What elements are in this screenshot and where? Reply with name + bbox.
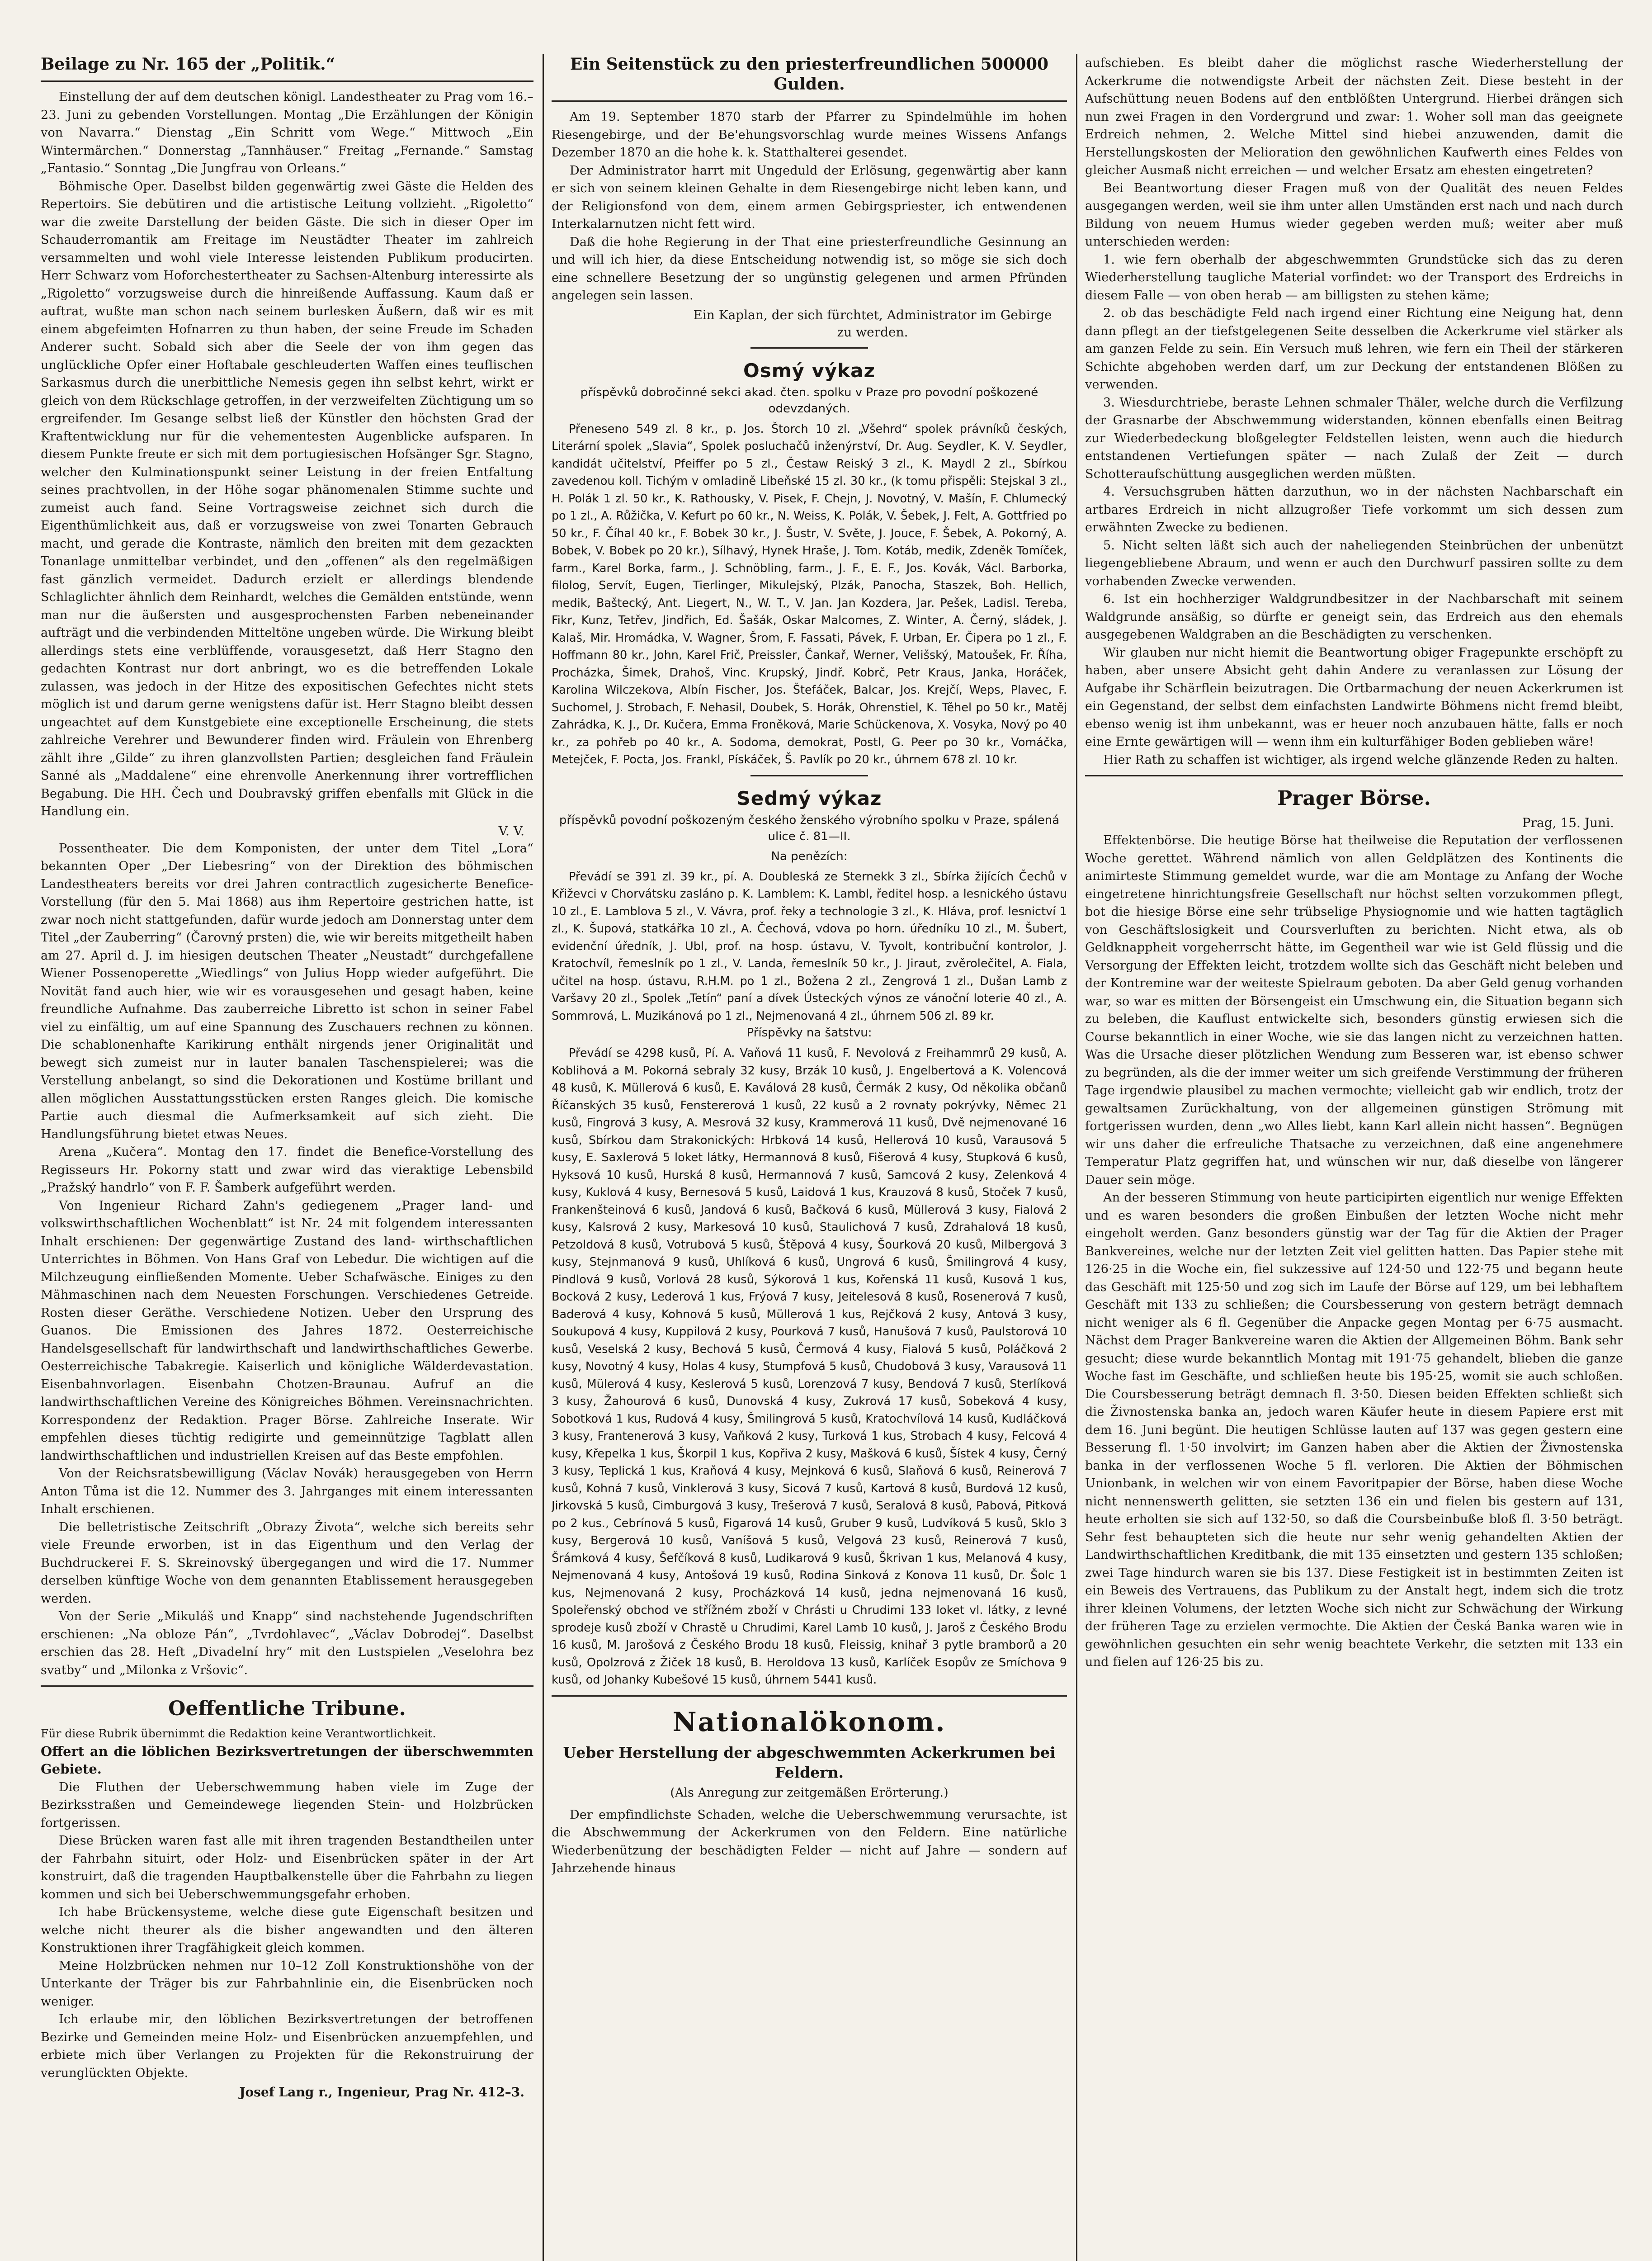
tribune-p3: Ich habe Brückensysteme, welche diese gute Eigenschaft besitzen und welche nicht theurer als die bisher angewandten und den älteren Konstruktionen ihrer Tragfähigkeit gleich kommen. [41,1905,533,1955]
money-heading: Na penězích: [771,849,848,863]
boerse-p2: An der besseren Stimmung von heute participirten eigentlich nur wenige Effekten und es waren besonders die großen Einbußen der letzten Woche nicht mehr eingeholt werden. Ganz besonders günstig war der Tag für die Aktien der Prager Bankvereines, welche nur der letzten Zeit viel gelitten hatten. Das Papier stehe mit 126·25 in die Woche ein, fiel sukzessive auf 124·50 und 122·75 und begann heute das Geschäft mit 125·50 und zog sich im Laufe der Börse auf 129, um bei lebhaftem Geschäft mit 133 zu schließen; die Coursbesserung von gestern beträgt demnach nicht weniger als 6 fl. Gegenüber die Anpacke gegen Montag per 6·75 ausmacht. Nächst dem Prager Bankvereine waren die Aktien der Allgemeinen Böhm. Bank sehr gesucht; diese wurde bekanntlich Montag mit 191·75 gehandelt, blieben die ganze Woche fast im Geschäfte, und schließen heute bis 195·25, womit sie auch schloßen. Die Coursbesserung beträgt demnach fl. 3·50. Diesen beiden Effekten schließt sich die Živnostenska banka an, jedoch waren Käufer heute in diesem Papiere erst mit dem 16. Juni begünt. Die heutigen Schlüsse lauten auf 137 was gegen gestern eine Besserung fl. 1·50 involvirt; im Ganzen haben aber die Aktien der Živnostenska banka in der verflossenen Woche 5 fl. verloren. Die Aktien der Böhmischen Unionbank, in welchen wir von einem Favoritpapier der Börse, haben diese Woche nicht nennenswerth gelitten, sie setzten 136 ein und fielen bis gestern auf 131, heute erholten sie sich auf 132·50, so daß die Coursbeinbuße bloß fl. 3·50 beträgt. Sehr fest behaupteten sich die heute nur sehr wenig gehandelten Aktien der Landwirthschaftlichen Kreditbank, die mit 135 einsetzten und gestern 135 schloßen; zwei Tage hindurch waren sie bis 137. Diese Festigkeit ist in bestimmten Zeiten ist ein Beweis des Vertrauens, das Publikum zu der Anstalt hegt, indem sich die trotz ihrer kleinen Volumens, der letzten Woche sich nicht zur Schwächung der Wirkung der früheren Tage zu erzielen vermochte. Die Aktien der Česká Banka waren wie in gewöhnlichen gesuchten ein sehr wenig beachtete Verkehr, die setzten mit 133 ein und fielen auf 126·25 bis zu. [1085,1191,1623,1669]
masthead-rule [41,80,533,82]
column-divider-1 [543,54,544,2261]
masthead-center: Ein Seitenstück zu den priesterfreundlichen 500000 Gulden. [570,55,1049,94]
section-rule-2 [552,1695,1067,1697]
arena-notice: Arena „Kučera“. Montag den 17. findet die Benefice-Vorstellung des Regisseurs Hr. Pokorny statt und zwar wird das vieraktige Lebensbild „Pražský handrlo“ von F. F. Šamberk aufgeführt werden. [41,1145,533,1195]
divider-2 [750,775,868,776]
tribune-p4: Meine Holzbrücken nehmen nur 10–12 Zoll Konstruktionshöhe von der Unterkante der Träger bis zur Fahrbahnlinie ein, die Eisenbrücken noch weniger. [41,1958,533,2009]
tribune-p5: Ich erlaube mir, den löblichen Bezirksvertretungen der betroffenen Bezirke und Gemeinden meine Holz- und Eisenbrücken anzuempfehlen, und erbiete mich über Verlangen zu Projekten für die Rekonstruirung der verunglückten Objekte. [41,2012,533,2080]
article-point-3: 3. Wiesdurchtriebe, beraste Lehnen schmaler Thäler, welche durch die Verfilzung der Grasnarbe der Abschwemmung widerstanden, können ebenfalls einen Beitrag zur Wiederbedeckung bloßgelegter Feldstellen leisten, wenn auch die hiedurch entstandenen Vertiefungen später — nach Zulaß der Zeit — durch Schotteraufschüttung ausgeglichen werden müßten. [1085,395,1623,481]
column-middle [552,54,1067,2261]
divider [750,347,868,349]
vykaz-8-list: Přeneseno 549 zl. 8 kr., p. Jos. Štorch 10 zl. „Všehrd“ spolek právníků českých, Literární spolek „Slavia“, Spolek posluchačů inženýrství, Dr. Aug. Seydler, K. V. Seydler, kandidát učitelství, Pfeiffer po 5 zl., Čestaw Reiský 3 zl., K. Maydl 2 zl., Sbírkou zavedenou koll. Tichým v omladině Libeňské 15 zl. 30 kr., (k tomu přispěli: Stejskal 3 zl., H. Polák 1 zl. 50 kr., K. Rathousky, V. Pisek, F. Chejn, J. Novotný, V. Mašín, F. Chlumecký po 1 zl., A. Růžička, V. Kefurt po 60 kr., N. Weiss, K. Polák, V. Šebek, J. Felt, A. Gottfried po 50 kr., F. Číhal 40 kr., F. Bobek 30 kr., J. Šustr, V. Světe, J. Jouce, F. Šebek, A. Pokorný, A. Bobek, V. Bobek po 20 kr.), Sílhavý, Hynek Hraše, J. Tom. Kotáb, medik, Zdeněk Tomíček, farm., Karel Borka, farm., J. Schnöbling, farm., J. F., E. F., Jos. Kovák, Václ. Barborka, filolog, Servít, Eugen, Tierlinger, Mikulejský, Plzák, Panocha, Staszek, Boh. Hellich, medik, Baštecký, Ant. Liegert, N., W. T., V. Jan. Jan Kozdera, Jar. Pešek, Ladisl. Tereba, Fikr, Kunz, Tetřev, Jindřich, Ed. Šašák, Oskar Malcomes, Z. Winter, A. Černý, sládek, J. Kalaš, Mir. Hromádka, V. Wagner, Šrom, F. Fassati, Pávek, F. Urban, Er. Čipera po 1 zl., F. Hoffmann 80 kr., John, Karel Frič, Preissler, Čankař, Werner, Velišský, Matoušek, Fr. Říha, Procházka, Šimek, Drahoš, Vinc. Krupský, Jindř. Kobrč, Petr Kraus, Janka, Horáček, Karolina Wilczekova, Albín Fischer, Jos. Štefáček, Balcar, Jos. Krejčí, Weps, Plavec, F. Suchomel, J. Strobach, F. Nehasil, Doubek, S. Horák, Ohrenstiel, K. Těhel po 50 kr., Matěj Zahrádka, K. J., Dr. Kučera, Emma Froněková, Marie Schückenova, X. Vosyka, Nový po 40 kr., za pohřeb po 40 kr., A. Sodoma, demokrat, Postl, G. Peer po 30 kr., Vomáčka, Metejček, F. Pocta, Jos. Frankl, Pískáček, Š. Pavlík po 20 kr., úhrnem 678 zl. 10 kr. [552,422,1067,766]
vykaz-7-subtitle: příspěvků povodní poškozeným českého ženského výrobního spolku v Praze, spálená ulice č. 81—II. [559,813,1060,843]
article-continued-p1: aufschieben. Es bleibt daher die möglichst rasche Wiederherstellung der Ackerkrume die notwendigste Arbeit der nächsten Zeit. Diese besteht in der Aufschüttung neuen Bodens auf den entblößten Untergrund. Hierbei drängen sich nun zwei Fragen in den Vordergrund und zwar: 1. Woher soll man das geeignete Erdreich nehmen, 2. Welche Mittel sind hiebei anzuwenden, damit die Herstellungskosten der Melioration den gewöhnlichen Kaufwerth eines Feldes von gleicher Ausmaß nicht erreichen — und welcher Ersatz am ehesten eingetreten? [1085,56,1623,177]
review-signature: V. V. [498,823,524,838]
tribune-p1: Die Fluthen der Ueberschwemmung haben viele im Zuge der Bezirksstraßen und Gemeindewege liegenden Stein- und Holzbrücken fortgerissen. [41,1780,533,1830]
column-divider-2 [1076,54,1077,2261]
article-point-2: 2. ob das beschädigte Feld nach irgend einer Richtung eine Neigung hat, denn dann pflegt an der tiefstgelegenen Seite desselben die Ackerkrume viel stärker als am ganzen Felde zu sein. Ein Versuch muß lehren, wie fern ein Theil der stärkeren Schichte abgehoben werden darf, um zur Deckung der entstandenen Blößen zu verwenden. [1085,306,1623,392]
article-point-5: 5. Nicht selten läßt sich auch der naheliegenden Steinbrüchen der unbenützt liegengebliebene Abraum, und wenn er auch den Durchwurf passiren sollte zu dem vorhabenden Zwecke verwenden. [1085,538,1623,588]
wochenblatt-notice: Von Ingenieur Richard Zahn's gediegenem „Prager land- und volkswirthschaftlichen Wochenblatt“ ist Nr. 24 mit folgendem interessanten Inhalt erschienen: Der gegenwärtige Zustand des land- wirthschaftlichen Unterrichtes in Böhmen. Von Hans Graf von Lebedur. Die wichtigen auf die Milchzeugung einfließenden Momente. Ueber Schafwäsche. Einiges zu den Mähmaschinen nach dem Neuesten Forschungen. Verschiedenes Getreide. Rosten dieser Geräthe. Verschiedene Notizen. Ueber den Ursprung des Guanos. Die Emissionen des Jahres 1872. Oesterreichische Handelsgesellschaft für landwirthschaft und landwirthschaftliches Gewerbe. Oesterreichische Tabakregie. Kaiserlich und königliche Wälderdevastation. Eisenbahnvorlagen. Eisenbahn Chotzen-Braunau. Aufruf an die landwirthschaftlichen Vereine des Königreiches Böhmen. Vereinsnachrichten. Korrespondenz der Redaktion. Prager Börse. Zahlreiche Inserate. Wir empfehlen dieses tüchtig redigirte und gemeinnützige Tagblatt allen landwirthschaftlichen und industriellen Kreisen auf das Beste empfohlen. [41,1198,533,1463]
masthead-left: Beilage zu Nr. 165 der „Politik.“ [41,55,335,74]
kaplan-p3: Daß die hohe Regierung in der That eine priesterfreundliche Gesinnung an und will ich hier, da diese Entscheidung notwendig ist, so möge sie sich doch eine schnellere Besetzung der so ungünstig gelegenen und armen Pfründen angelegen sein lassen. [552,235,1067,303]
kaplan-p1: Am 19. September 1870 starb der Pfarrer zu Spindelmühle im hohen Riesengebirge, und der Be'ehungsvorschlag wurde meines Wissens Anfangs Dezember 1870 an die hohe k. k. Statthalterei gesendet. [552,110,1067,160]
column-left [41,54,533,2261]
article-p2: Bei Beantwortung dieser Fragen muß von der Qualität des neuen Feldes ausgegangen werden, weil sie ihm unter allen Umständen erst nach und nach durch Bildung von neuem Humus wieder gegeben werden muß; weiter aber muß unterschieden werden: [1085,181,1623,249]
tribune-note: Für diese Rubrik übernimmt die Redaktion keine Verantwortlichkeit. [41,1727,436,1740]
nationaloekonom-title: Nationalökonom. [672,1706,946,1737]
boerse-p1: Effektenbörse. Die heutige Börse hat theilweise die Reputation der verflossenen Woche gerettet. Während nämlich von allen Geldplätzen des Kontinents die animirteste Stimmung gemeldet wurde, war die am Montage zu Anfang der Woche eingetretene hinrichtungsfreie Gesellschaft nur höchst selten vorzukommen pflegt, bot die hiesige Börse eine sehr trübselige Physiognomie und wie hatten tagtäglich von Geschäftslosigkeit und Coursverluften zu berichten. Nicht etwa, als ob Geldknappheit vorgeherrscht hätte, im Gegentheil war wie ist Geld flüssig und die Versorgung der Effekten leicht, trotzdem wollte sich das Geschäft nicht beleben und der Kontremine war der weiteste Spielraum geboten. Da aber Geld genug vorhanden war, so war es mitten der Börsengeist ein Umschwung ein, die Situation begann sich zu beleben, die Kauflust entwickelte sich, besonders günstig erwiesen sich die Course bekanntlich in einer Woche, wie sie das langen nicht zu verzeichnen hatten. Was die Ursache dieser plötzlichen Wendung zum Besseren war, ist ebenso schwer zu begründen, als die der immer weiter um sich greifende Verstimmung der früheren Tage irgendwie plausibel zu machen vermochte; vielleicht gab wir endlich, trotz der gewaltsamen Zurückhaltung, von der allgemeinen günstigen Strömung mit fortgerissen wurden, denn „wo Alles liebt, kann Karl allein nicht hassen“. Begnügen wir uns daher die erfreuliche Thatsache zu verzeichnen, daß eine angenehmere Temperatur Platz gegriffen hat, und wünschen wir nur, daß dieselbe von längerer Dauer sein möge. [1085,833,1623,1187]
vykaz-8-title: Osmý výkaz [743,359,875,382]
masthead-rule-2 [552,100,1067,102]
clothing-list: Převádí se 4298 kusů, Pí. A. Vaňová 11 kusů, F. Nevolová z Freihammrů 29 kusů, A. Koblihová a M. Pokorná sebraly 32 kusy, Brzák 10 kusů, J. Engelbertová a K. Volencová 48 kusů, K. Müllerová 6 kusů, E. Kaválová 28 kusů, Čermák 2 kusy, Od několika občanů Říčanských 35 kusů, Fenstererová 1 kusů, 22 kusů a 2 rovnaty pokrývky, Němec 21 kusů, Fingrová 3 kusy, A. Mesrová 32 kusy, Krammerová 11 kusů, Dvě nejmenované 16 kusů, Sbírkou dam Strakonických: Hrbková 14 kusů, Hellerová 10 kusů, Varausová 5 kusy, E. Saxlerová 5 loket látky, Hermannová 8 kusů, Fišerová 4 kusy, Stupková 6 kusů, Hyksová 10 kusů, Hurská 8 kusů, Hermannová 7 kusů, Samcová 2 kusy, Zelenková 4 kusy, Kuklová 4 kusy, Bernesová 5 kusů, Laidová 1 kus, Krauzová 8 kusů, Stoček 7 kusů, Frankenšteinová 6 kusů, Jandová 6 kusů, Bačková 6 kusů, Müllerová 3 kusy, Fialová 2 kusy, Kalsrová 2 kusy, Markesová 10 kusů, Staulichová 7 kusů, Zdrahalová 18 kusů, Petzoldová 8 kusů, Votrubová 5 kusů, Štěpová 4 kusy, Šourková 20 kusů, Milbergová 3 kusy, Stejnmanová 9 kusů, Uhlíková 6 kusů, Ungrová 6 kusů, Šmilingrová 4 kusy, Pindlová 9 kusů, Vorlová 28 kusů, Sýkorová 1 kus, Kořenská 11 kusů, Kusová 1 kus, Bocková 2 kusy, Lederová 1 kus, Frýová 7 kusy, Jeitelesová 8 kusů, Rosenerová 7 kusů, Baderová 4 kusy, Kohnová 5 kusů, Müllerová 1 kus, Rejčková 2 kusy, Antová 3 kusy, Soukupová 4 kusy, Kuppilová 2 kusy, Pourková 7 kusů, Hanušová 7 kusů, Paulstorová 10 kusů, Veselská 2 kusy, Bechová 5 kusů, Čermová 4 kusy, Fialová 5 kusů, Poláčková 2 kusy, Novotný 4 kusy, Holas 4 kusy, Stumpfová 5 kusů, Chudobová 3 kusy, Varausová 11 kusů, Mülerová 4 kusy, Keslerová 5 kusů, Lorenzová 7 kusy, Bendová 7 kusů, Sterlíková 3 kusy, Žahourová 6 kusů, Dunovská 4 kusy, Zukrová 17 kusů, Sobeková 4 kusy, Sobotková 1 kus, Rudová 4 kusy, Šmilingrová 5 kusů, Kratochvílová 14 kusů, Kudláčková 3 kusy, Frantenerová 3 kusy, Vaňková 2 kusy, Turková 1 kus, Strobach 4 kusy, Felcová 4 kusy, Křepelka 1 kus, Škorpil 1 kus, Kopřiva 2 kusy, Mašková 6 kusů, Šístek 4 kusy, Černý 3 kusy, Teplická 1 kus, Kraňová 4 kusy, Mejnková 6 kusů, Slaňová 6 kusů, Reinerová 7 kusů, Kohná 7 kusů, Vinklerová 3 kusy, Sicová 7 kusů, Kartová 8 kusů, Burdová 12 kusů, Jirkovská 5 kusů, Cimburgová 3 kusy, Trešerová 7 kusů, Seralová 8 kusů, Pabová, Pitková po 2 kus., Cebrínová 5 kusů, Figarová 14 kusů, Gruber 9 kusů, Ludvíková 5 kusů, Sklo 3 kusy, Bergerová 10 kusů, Vaníšová 5 kusů, Velgová 23 kusů, Reinerová 7 kusů, Šrámková 4 kusy, Šefčíková 8 kusů, Ludikarová 9 kusů, Škrivan 1 kus, Melanová 4 kusy, Nejmenovaná 4 kusy, Antošová 19 kusů, Rodina Sinková z Konova 11 kusů, Dr. Šolc 1 kus, Nejmenovaná 2 kusy, Procházková 14 kusů, jedna nejmenovaná 16 kusů, Spoleřenský obchod ve střížném zboží v Chrásti u Chrudimi 133 loket vl. látky, z levné sprodeje kusů zboží v Chrastě u Chrudimi, Karel Lamb 10 kusů, J. Jaroš z Českého Brodu 16 kusů, M. Jarošová z Českého Brodu 18 kusů, Fleissig, knihař 3 pytle bramborů a 20 kusů, Opolzrová z Žiček 18 kusů, B. Heroldova 13 kusů, Karlíček Esopův ze Smíchova 9 kusů, od Johanky Kubešové 15 kusů, úhrnem 5441 kusů. [552,1046,1067,1687]
newspaper-page [41,54,1625,2261]
article-point-1: 1. wie fern oberhalb der abgeschwemmten Grundstücke sich das zu deren Wiederherstellung taugliche Material vorfindet: wo der Transport des Erdreichs in diesem Falle — von oben herab — am billigsten zu stehen käme; [1085,252,1623,303]
article-title: Ueber Herstellung der abgeschwemmten Ackerkrumen bei Feldern. [563,1743,1056,1781]
obrazy-notice: Die belletristische Zeitschrift „Obrazy Života“, welche sich bereits sehr viele Freunde erworben, ist in das Eigenthum und den Verlag der Buchdruckerei F. S. Skreinovský übergegangen und wird die 17. Nummer derselben künftige Woche von dem genannten Etablissement herausgegeben werden. [41,1520,533,1606]
section-rule [41,1685,533,1687]
theater-schedule: Einstellung der auf dem deutschen königl. Landestheater zu Prag vom 16.–23. Juni zu gebenden Vorstellungen. Montag „Die Erzählungen der Königin von Navarra.“ Dienstag „Ein Schritt vom Wege.“ Mittwoch „Ein Wintermärchen.“ Donnerstag „Tannhäuser.“ Freitag „Fernande.“ Samstag „Fantasio.“ Sonntag „Die Jungfrau von Orleans.“ [41,90,533,175]
money-list: Převádí se 391 zl. 39 kr., pí. A. Doubleská ze Sternekk 3 zl., Sbírka žijících Čechů v Křiževci v Chorvátsku zasláno p. K. Lamblem: K. Lambl, ředitel hosp. a lesnického ústavu 10 zl., E. Lamblova 5 zl., V. Vávra, prof. řeky a technologie 3 zl., K. Hláva, prof. lesnictví 1 zl., K. Šupová, statkářka 10 zl., A. Čechová, vdova po horn. úředníku 10 zl., M. Šubert, evidenční úředník, J. Ubl, prof. na hosp. ústavu, V. Tyvolt, kontribuční kontrolor, J. Kratochvíl, řemeslník po 1 zl., V. Landa, řemeslník 50 kr., J. Jiraut, zvěrolečitel, A. Fiala, učitel na hosp. ústavu, R.H.M. po 1 zl., Božena 2 zl., Zengrová 1 zl., Dušan Lamb z Varšavy 20 zl., Spolek „Tetín“ paní a dívek Ústeckých výnos ze vánoční loterie 40 zl., A. Sommrová, L. Muzikánová po 1 zl., Nejmenovaná 4 zl., úhrnem 506 zl. 89 kr. [552,870,1067,1023]
kaplan-signature: Ein Kaplan, der sich fürchtet, Administrator im Gebirge zu werden. [693,307,1052,340]
jugendschriften-notice: Von der Serie „Mikuláš und Knapp“ sind nachstehende Jugendschriften erschienen: „Na obloze Pán“, „Tvrdohlavec“, „Václav Dobrodej“. Daselbst erschien das 28. Heft „Divadelní hry“ mit den Lustspielen „Veselohra bez svatby“ und „Milonka z Vršovic“. [41,1609,533,1677]
tribune-signature: Josef Lang r., Ingenieur, Prag Nr. 412–3. [239,2085,524,2100]
article-final: Hier Rath zu schaffen ist wichtiger, als irgend welche glänzende Reden zu halten. [1103,752,1619,767]
boerse-date: Prag, 15. Juni. [1522,815,1614,830]
vykaz-8-subtitle: příspěvků dobročinné sekci akad. čten. spolku v Praze pro povodní poškozené odevzdaných. [580,385,1038,416]
vykaz-7-title: Sedmý výkaz [736,787,882,809]
tribune-heading: Offert an die löblichen Bezirksvertretungen der überschwemmten Gebiete. [41,1743,533,1777]
section-rule-3 [1085,775,1623,776]
article-p1: Der empfindlichste Schaden, welche die Ueberschwemmung verursachte, ist die Abschwemmung der Ackerkrumen von den Feldern. Eine natürliche Wiederbenützung der beschädigten Felder — nicht auf Jahre — sondern auf Jahrzehende hinaus [552,1807,1067,1875]
boerse-title: Prager Börse. [1277,787,1431,810]
article-point-4: 4. Versuchsgruben hätten darzuthun, wo in der nächsten Nachbarschaft ein artbares Erdreich in nicht allzugroßer Tiefe vorkommt um sich dessen zum erwähnten Zwecke zu bedienen. [1085,485,1623,535]
clothing-heading: Příspěvky na šatstvu: [746,1026,872,1040]
periodical-notice: Von der Reichsratsbewilligung (Václav Novák) herausgegeben von Herrn Anton Tůma ist die 12. Nummer des 3. Jahrganges mit einem interessanten Inhalt erschienen. [41,1466,533,1516]
opera-review: Böhmische Oper. Daselbst bilden gegenwärtig zwei Gäste die Helden des Repertoirs. Sie debütiren und die artistische Leitung vollzieht. „Rigoletto“ war die zweite Darstellung der beiden Gäste. Die sich in dieser Oper im Schauderromantik am Freitage im Neustädter Theater im zahlreich versammelten und wohl viele Interesse leistenden Publikum producirten. Herr Schwarz vom Hoforchestertheater zu Sachsen-Altenburg interessirte als „Rigoletto“ vorzugsweise durch die hinreißende Auffassung. Kaum daß er auftrat, wußte man schon nach seinem burlesken Äußern, daß wir es mit einem abgefeimten Hofnarren zu thun haben, der seine Freude im Schaden Anderer sucht. Sobald sich aber die Seele der von ihm gegen das unglückliche Opfer einer Hoftabale geschleuderten Waffen eines teuflischen Sarkasmus durch die unerbittliche Nemesis gegen ihn selbst kehrt, wirkt er gleich von dem Rückschlage getroffen, in der verzweifelten Züchtigung um so ergreifender. Im Gesange selbst ließ der Künstler den höchsten Grad der Kraftentwicklung nur für die vehementesten Augenblicke aufsparen. In diesem Punkte freute er sich mit dem portugiesischen Hofsänger Sgr. Stagno, welcher den Kulminationspunkt seiner Leistung in der freien Entfaltung seines prachtvollen, in der Höhe sogar phänomenalen Stimme suchte und zumeist auch fand. Seine Vortragsweise zeichnet sich durch die Eigenthümlichkeit aus, daß er vorzugsweise von zwei Tonarten Gebrauch macht, und gerade die Kontraste, nämlich den breiten mit dem gezackten Tonanlage unmittelbar verbindet, und den „offenen“ als den regelmäßigen fast gänzlich vermeidet. Dadurch erzielt er allerdings blendende Schlaglichter ähnlich dem Reinhardt, welches die Gemälden entstünde, wenn man nur die äußersten und ausgesprochensten Farben nebeneinander aufträgt und die verbindenden Mitteltöne ungeben würde. Die Wirkung bleibt allerdings stets eine verblüffende, vorausgesetzt, daß Herr Stagno den gedachten Kontrast nur dort anbringt, wo es die betreffenden Lokale zulassen, was jedoch in der Hitze des expositischen Gefechtes nicht stets möglich ist und darum gerne wenigstens dafür ist. Herr Stagno bleibt dessen ungeachtet auf dem Kunstgebiete eine exceptionelle Erscheinung, die stets zahlreiche Verehrer und Bewunderer finden wird. Fräulein von Ehrenberg zählt ihre „Gilde“ zu ihren glanzvollsten Partien; desgleichen fand Fräulein Sanné als „Maddalene“ eine ehrenvolle Anerkennung ihrer vortrefflichen Begabung. Die HH. Čech und Doubravský griffen ebenfalls mit Glück in die Handlung ein. [41,179,533,818]
column-right [1085,54,1623,2261]
tribune-title: Oeffentliche Tribune. [168,1697,406,1720]
possentheater-review: Possentheater. Die dem Komponisten, der unter dem Titel „Lora“ bekannten Oper „Der Liebesring“ von der Direktion des böhmischen Landestheaters bereits vor drei Jahren contractlich zugesicherte Benefice-Vorstellung (für den 5. Mai 1868) aus ihm Repertoire gestrichen hatte, ist zwar noch nicht stattgefunden, dafür wurde jedoch am Donnerstag unter dem Titel „der Zauberring“ (Čarovný prsten) die, wie wir bereits mitgetheilt haben am 27. April d. J. im hiesigen deutschen Theater „Neustadt“ durchgefallene Wiener Possenoperette „Wiedlings“ von Julius Hopp wieder aufgeführt. Die Novität fand auch hier, wie wir es vorausgesehen und gesagt haben, keine freundliche Aufnahme. Das zauberreiche Libretto ist schon in seiner Fabel viel zu einfältig, um auf eine Spannung des Zuschauers rechnen zu können. Die schablonenhafte Karikirung enthält nirgends jener Originalität und bewegt sich zumeist nur in lauter banalen Taschenspielerei; was die Verstellung anbelangt, so sind die Dekorationen und Kostüme brillant und allen möglichen Ausstattungsstücken ersten Ranges gleich. Die komische Partie auch diesmal die Aufmerksamkeit auf sich zieht. Die Handlungsführung bietet etwas Neues. [41,841,533,1141]
tribune-p2: Diese Brücken waren fast alle mit ihren tragenden Bestandtheilen unter der Fahrbahn situirt, oder Holz- und Eisenbrücken später in der Art konstruirt, daß die tragenden Hauptbalkenstelle über die Fahrbahn zu liegen kommen und sich bei Ueberschwemmungsgefahr erhoben. [41,1834,533,1902]
article-point-6: 6. Ist ein hochherziger Waldgrundbesitzer in der Nachbarschaft mit seinem Waldgrunde ansäßig, so dürfte er geneigt sein, das Erdreich aus den ehemals ausgegebenen Waldgraben an die Beschädigten zu verschenken. [1085,592,1623,642]
article-conclusion: Wir glauben nur nicht hiemit die Beantwortung obiger Fragepunkte erschöpft zu haben, aber unsere Absicht geht dahin Andere zu veranlassen zur Lösung der Aufgabe ihr Schärflein beizutragen. Die Ortbarmachung der neuen Ackerkrumen ist ein Gegenstand, der selbst dem einfachsten Landwirte Böhmens nicht fremd bleibt, ebenso wenig ist ihm unbekannt, was er heuer noch anzubauen hätte, falls er noch eine Ernte gewärtigen will — wenn ihm ein kulturfähiger Boden geblieben wäre! [1085,645,1623,749]
article-subtitle: (Als Anregung zur zeitgemäßen Erörterung.) [670,1785,949,1800]
kaplan-p2: Der Administrator harrt mit Ungeduld der Erlösung, gegenwärtig aber kann er sich von seinem kleinen Gehalte in dem Riesengebirge nicht leben kann, und der Religionsfond von dem, einem armen Gebirgspriester, ich entwendenen Interkalarnutzen nicht fett wird. [552,163,1067,231]
